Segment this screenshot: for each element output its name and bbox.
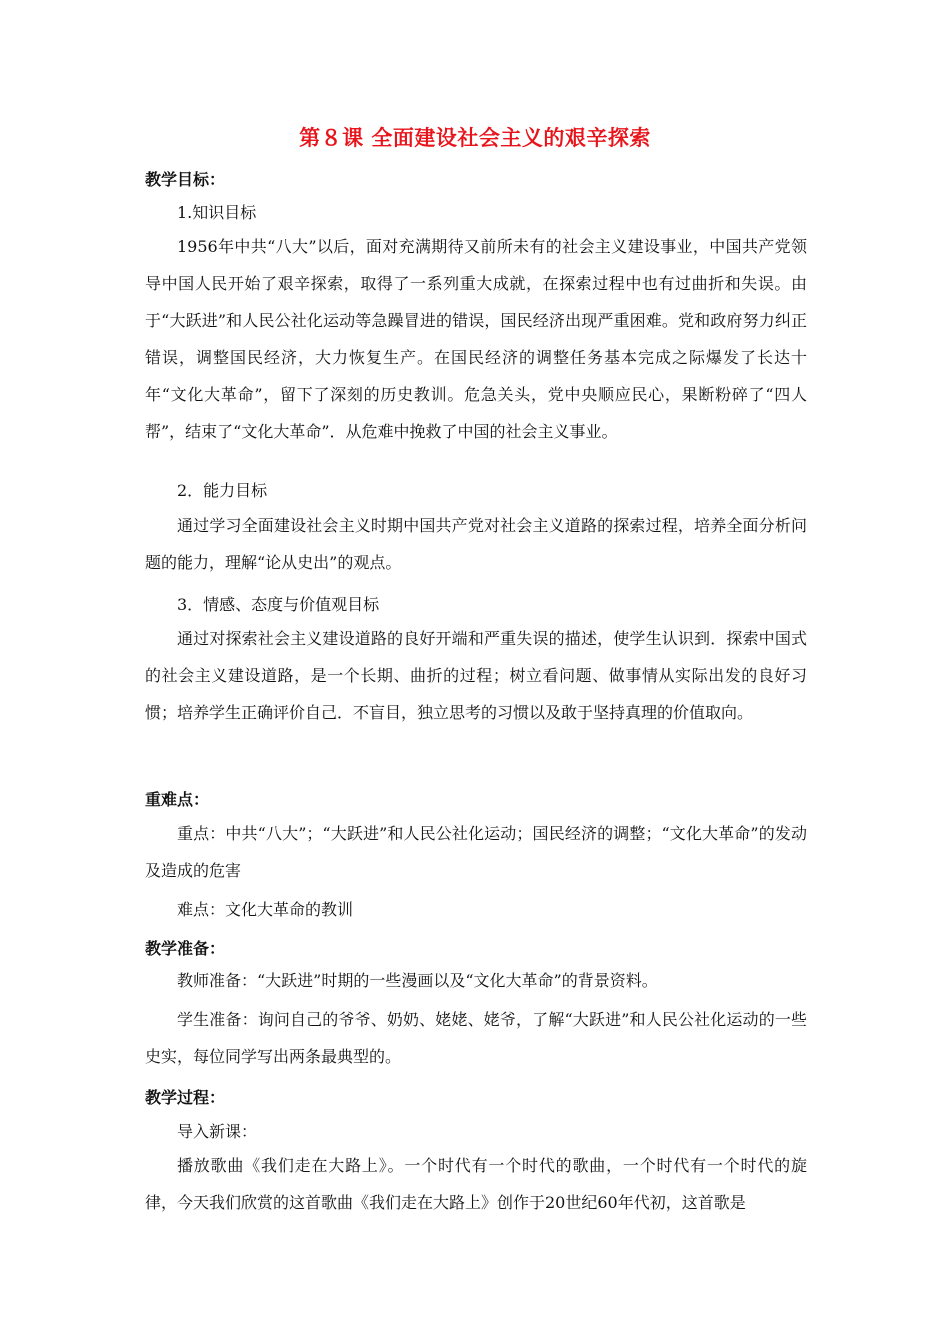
student-prep-text: 学生准备：询问自己的爷爷、奶奶、姥姥、姥爷，了解“大跃进”和人民公社化运动的一些史实，每位同学写出两条最典型的。 [145, 1010, 807, 1066]
difficult-points-text: 难点：文化大革命的教训 [177, 900, 354, 919]
lesson-title: 第８课 全面建设社会主义的艰辛探索 [299, 126, 651, 150]
ability-goal-heading: 2．能力目标 [177, 481, 268, 500]
teaching-process-heading: 教学过程： [145, 1088, 226, 1107]
knowledge-goal-heading: 1.知识目标 [177, 203, 257, 222]
teacher-prep-text: 教师准备：“大跃进”时期的一些漫画以及“文化大革命”的背景资料。 [177, 971, 658, 990]
key-points-heading: 重难点： [145, 790, 210, 809]
intro-text: 播放歌曲《我们走在大路上》。一个时代有一个时代的歌曲，一个时代有一个时代的旋律，今天我们欣赏的这首歌曲《我们走在大路上》创作于20世纪60年代初，这首歌是 [145, 1156, 807, 1212]
emotion-goal-heading: 3．情感、态度与价值观目标 [177, 595, 380, 614]
ability-goal-text: 通过学习全面建设社会主义时期中国共产党对社会主义道路的探索过程，培养全面分析问题的能力，理解“论从史出”的观点。 [145, 516, 807, 572]
intro-heading: 导入新课： [177, 1122, 258, 1141]
emotion-goal-text: 通过对探索社会主义建设道路的良好开端和严重失误的描述，使学生认识到．探索中国式的社会主义建设道路，是一个长期、曲折的过程；树立看问题、做事情从实际出发的良好习惯；培养学生正确评价自己．不盲目，独立思考的习惯以及敢于坚持真理的价值取向。 [145, 629, 807, 722]
key-points-text: 重点：中共“八大”；“大跃进”和人民公社化运动；国民经济的调整；“文化大革命”的发动及造成的危害 [145, 824, 807, 880]
teaching-prep-heading: 教学准备： [145, 939, 226, 958]
knowledge-goal-text: 1956年中共“八大”以后，面对充满期待又前所未有的社会主义建设事业，中国共产党领导中国人民开始了艰辛探索，取得了一系列重大成就，在探索过程中也有过曲折和失误。由于“大跃进”和人民公社化运动等急躁冒进的错误，国民经济出现严重困难。党和政府努力纠正错误，调整国民经济，大力恢复生产。在国民经济的调整任务基本完成之际爆发了长达十年“文化大革命”，留下了深刻的历史教训。危急关头，党中央顺应民心，果断粉碎了“四人帮”，结束了“文化大革命”．从危难中挽救了中国的社会主义事业。 [145, 237, 807, 441]
teaching-goals-heading: 教学目标： [145, 170, 226, 189]
